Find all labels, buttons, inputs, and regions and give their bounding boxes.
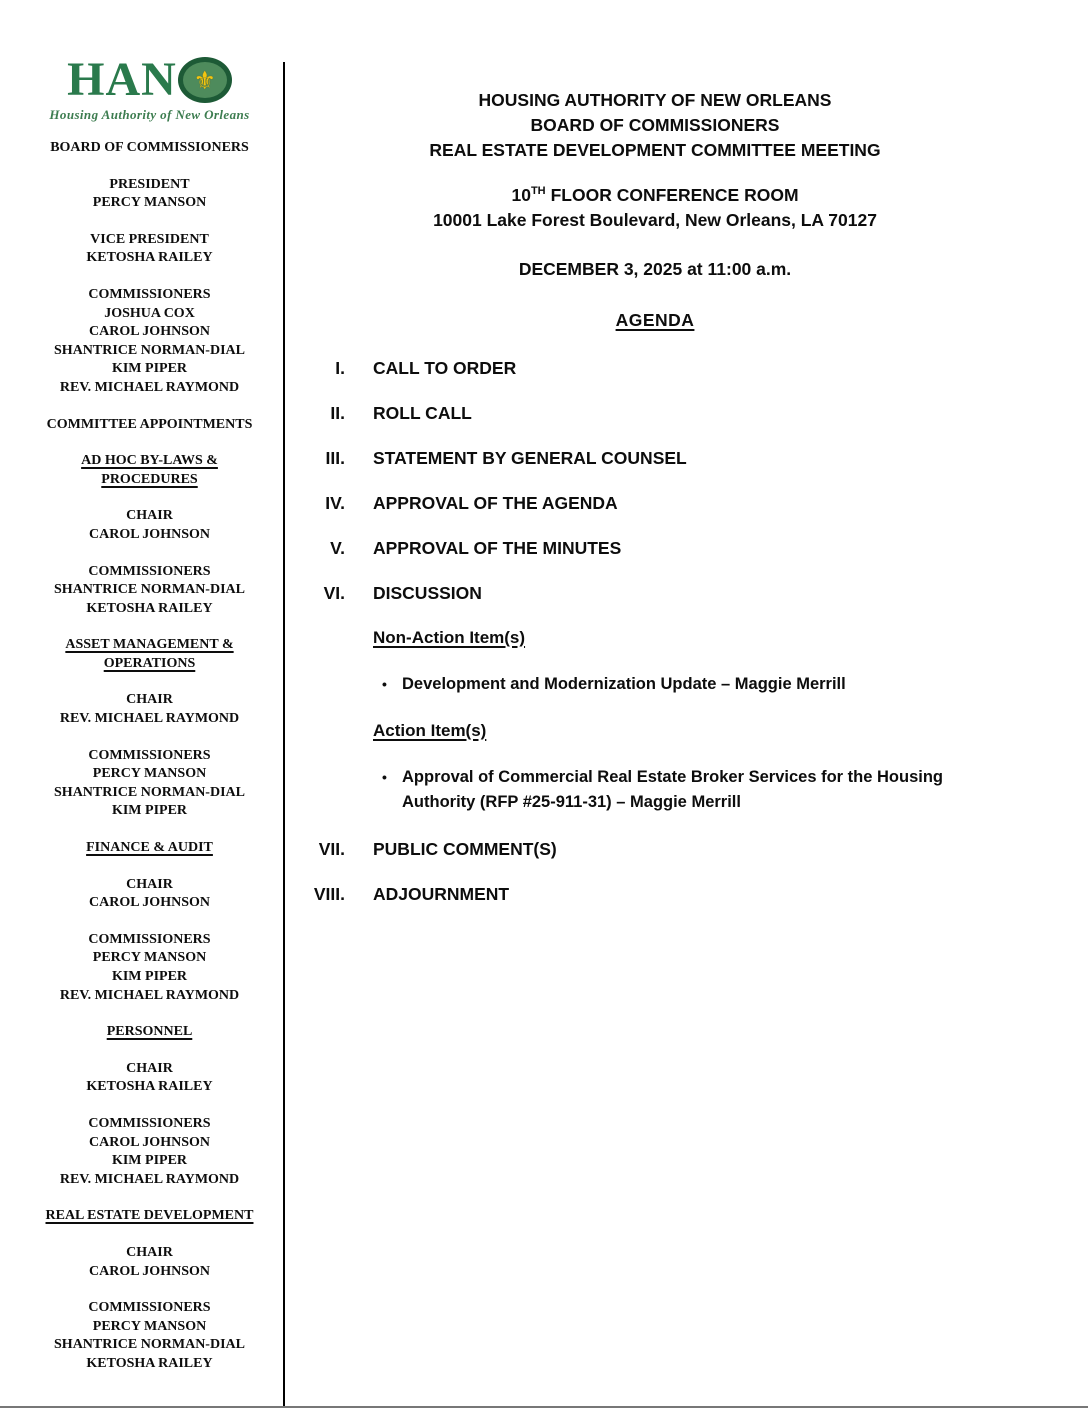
agenda-item-label: CALL TO ORDER — [373, 357, 517, 378]
sidebar-line: REV. MICHAEL RAYMOND — [59, 711, 240, 727]
sidebar-blocks — [16, 139, 283, 1374]
agenda-item-numeral: III. — [325, 447, 345, 468]
bullet-icon: • — [382, 768, 387, 785]
agenda-item-numeral: VII. — [318, 838, 345, 859]
agenda-item-numeral: VI. — [323, 582, 345, 603]
bullet-item — [382, 765, 1025, 815]
agenda-item-label: APPROVAL OF THE AGENDA — [373, 492, 618, 513]
sidebar-line: COMMISSIONERS — [88, 563, 211, 579]
venue-room-line — [285, 179, 1025, 208]
sidebar-line: KIM PIPER — [111, 803, 188, 819]
sidebar-block — [16, 636, 283, 673]
sidebar-block — [16, 1244, 283, 1281]
sidebar-committee-heading: FINANCE & AUDIT — [86, 840, 213, 856]
bullet-text: Development and Modernization Update – Maggie Merrill — [402, 674, 846, 693]
sidebar-committee-heading: AD HOC BY-LAWS & — [81, 453, 218, 469]
sidebar-block — [16, 876, 283, 913]
header-body-line: BOARD OF COMMISSIONERS — [530, 115, 780, 135]
agenda-item-numeral: IV. — [325, 492, 345, 513]
hano-logo-o — [178, 57, 232, 103]
sidebar-line: KETOSHA RAILEY — [86, 1079, 213, 1095]
sidebar-block — [16, 231, 283, 268]
meeting-datetime: DECEMBER 3, 2025 at 11:00 a.m. — [518, 258, 792, 279]
hano-logo-letters: HAN — [67, 53, 177, 106]
sidebar-block — [16, 1207, 283, 1226]
sidebar-line: KETOSHA RAILEY — [86, 600, 213, 616]
hano-logo — [16, 53, 283, 123]
sidebar-line: CAROL JOHNSON — [89, 895, 210, 911]
sidebar-line: REV. MICHAEL RAYMOND — [59, 987, 240, 1003]
agenda-item — [285, 883, 1025, 905]
sidebar-line: CHAIR — [126, 508, 173, 524]
sidebar-committee-heading: PERSONNEL — [106, 1024, 193, 1040]
document-header — [285, 0, 1025, 163]
sidebar-line: COMMITTEE APPOINTMENTS — [46, 416, 253, 432]
bullet-icon: • — [382, 675, 387, 692]
floor-ordinal: TH — [530, 185, 546, 197]
main-content — [285, 0, 1025, 928]
sidebar-block — [16, 1023, 283, 1042]
sidebar-line: SHANTRICE NORMAN-DIAL — [54, 784, 245, 800]
agenda-item — [285, 492, 1025, 514]
sidebar-line: KIM PIPER — [111, 361, 188, 377]
sidebar-line: COMMISSIONERS — [88, 931, 211, 947]
sidebar-line: CAROL JOHNSON — [89, 1134, 210, 1150]
agenda-title-wrap — [285, 308, 1025, 333]
sidebar-line: KETOSHA RAILEY — [86, 250, 213, 266]
sidebar-line: REV. MICHAEL RAYMOND — [59, 379, 240, 395]
agenda-item-label: ADJOURNMENT — [373, 883, 510, 904]
sidebar-line: REV. MICHAEL RAYMOND — [59, 1171, 240, 1187]
sidebar-line: SHANTRICE NORMAN-DIAL — [54, 582, 245, 598]
sidebar-block — [16, 176, 283, 213]
sidebar — [0, 0, 283, 1408]
sidebar-line: PERCY MANSON — [92, 950, 207, 966]
agenda-item-label: DISCUSSION — [373, 582, 482, 603]
sidebar-line: SHANTRICE NORMAN-DIAL — [54, 342, 245, 358]
sidebar-line: BOARD OF COMMISSIONERS — [50, 140, 249, 155]
floor-number: 10 — [511, 184, 531, 205]
sidebar-committee-heading: REAL ESTATE DEVELOPMENT — [45, 1208, 254, 1224]
sidebar-block — [16, 416, 283, 435]
agenda-item-numeral: VIII. — [313, 883, 345, 904]
sidebar-line: KIM PIPER — [111, 1153, 188, 1169]
sidebar-line: CHAIR — [126, 876, 173, 892]
agenda-item — [285, 447, 1025, 469]
subsection-heading: Non-Action Item(s) — [373, 627, 526, 647]
venue-block — [285, 179, 1025, 233]
sidebar-committee-heading: OPERATIONS — [103, 655, 196, 671]
agenda-item-label: PUBLIC COMMENT(S) — [373, 838, 557, 859]
venue-address-line: 10001 Lake Forest Boulevard, New Orleans, LA 70127 — [433, 209, 877, 230]
sidebar-block — [16, 286, 283, 398]
agenda-item-row — [285, 492, 1025, 514]
sidebar-block — [16, 563, 283, 619]
agenda-item — [285, 537, 1025, 559]
sidebar-line: PERCY MANSON — [92, 1318, 207, 1334]
sidebar-line: SHANTRICE NORMAN-DIAL — [54, 1337, 245, 1353]
sidebar-line: COMMISSIONERS — [88, 747, 211, 763]
sidebar-line: CHAIR — [126, 1060, 173, 1076]
agenda-item-row — [285, 838, 1025, 860]
agenda-item-row — [285, 883, 1025, 905]
sidebar-line: JOSHUA COX — [104, 305, 195, 321]
agenda-item-label: APPROVAL OF THE MINUTES — [373, 537, 622, 558]
logo-tagline: Housing Authority of New Orleans — [49, 107, 250, 122]
agenda-item — [285, 402, 1025, 424]
sidebar-block — [16, 139, 283, 158]
subsection-heading: Action Item(s) — [373, 720, 487, 740]
sidebar-committee-heading: ASSET MANAGEMENT & — [65, 637, 234, 653]
agenda-item-row — [285, 357, 1025, 379]
sidebar-line: CAROL JOHNSON — [89, 1263, 210, 1279]
hano-logo-wordmark — [16, 53, 283, 106]
agenda-item-row — [285, 537, 1025, 559]
agenda-list — [285, 357, 1025, 905]
agenda-title: AGENDA — [615, 309, 695, 330]
sidebar-line: CHAIR — [126, 692, 173, 708]
sidebar-line: KETOSHA RAILEY — [86, 1355, 213, 1371]
bullet-text: Approval of Commercial Real Estate Broker Services for the Housing Authority (RFP #25-911-31) – Maggie Merrill — [402, 767, 943, 811]
agenda-item-numeral: II. — [330, 402, 345, 423]
sidebar-block — [16, 452, 283, 489]
fleur-de-lis-icon: ⚜ — [193, 65, 217, 95]
sidebar-block — [16, 507, 283, 544]
sidebar-block — [16, 1299, 283, 1373]
header-org-line: HOUSING AUTHORITY OF NEW ORLEANS — [478, 90, 832, 110]
sidebar-block — [16, 931, 283, 1005]
sidebar-line: COMMISSIONERS — [88, 1115, 211, 1131]
sidebar-line: COMMISSIONERS — [88, 1300, 211, 1316]
agenda-item-label: ROLL CALL — [373, 402, 472, 423]
sidebar-block — [16, 691, 283, 728]
sidebar-committee-heading: PROCEDURES — [101, 471, 198, 487]
header-meeting-line: REAL ESTATE DEVELOPMENT COMMITTEE MEETING — [429, 140, 881, 160]
agenda-item-row — [285, 402, 1025, 424]
agenda-item-numeral: I. — [335, 357, 345, 378]
agenda-item — [285, 838, 1025, 860]
agenda-item — [285, 582, 1025, 815]
agenda-item-row — [285, 447, 1025, 469]
agenda-item — [285, 357, 1025, 379]
sidebar-line: CAROL JOHNSON — [89, 324, 210, 340]
agenda-item-label: STATEMENT BY GENERAL COUNSEL — [373, 447, 687, 468]
floor-rest: FLOOR CONFERENCE ROOM — [550, 184, 799, 205]
sidebar-line: CAROL JOHNSON — [89, 526, 210, 542]
sidebar-line: COMMISSIONERS — [88, 286, 211, 302]
sidebar-line: KIM PIPER — [111, 969, 188, 984]
agenda-item-row — [285, 582, 1025, 604]
bullet-item — [382, 672, 1025, 697]
sidebar-line: PERCY MANSON — [92, 766, 207, 782]
agenda-item-numeral: V. — [330, 537, 345, 558]
sidebar-block — [16, 839, 283, 858]
sidebar-block — [16, 1060, 283, 1097]
sidebar-line: VICE PRESIDENT — [90, 231, 209, 247]
sidebar-line: CHAIR — [126, 1244, 173, 1260]
agenda-subsection — [373, 627, 1025, 815]
sidebar-block — [16, 1115, 283, 1189]
sidebar-line: PERCY MANSON — [92, 195, 207, 211]
sidebar-line: PRESIDENT — [109, 176, 190, 192]
sidebar-block — [16, 747, 283, 821]
